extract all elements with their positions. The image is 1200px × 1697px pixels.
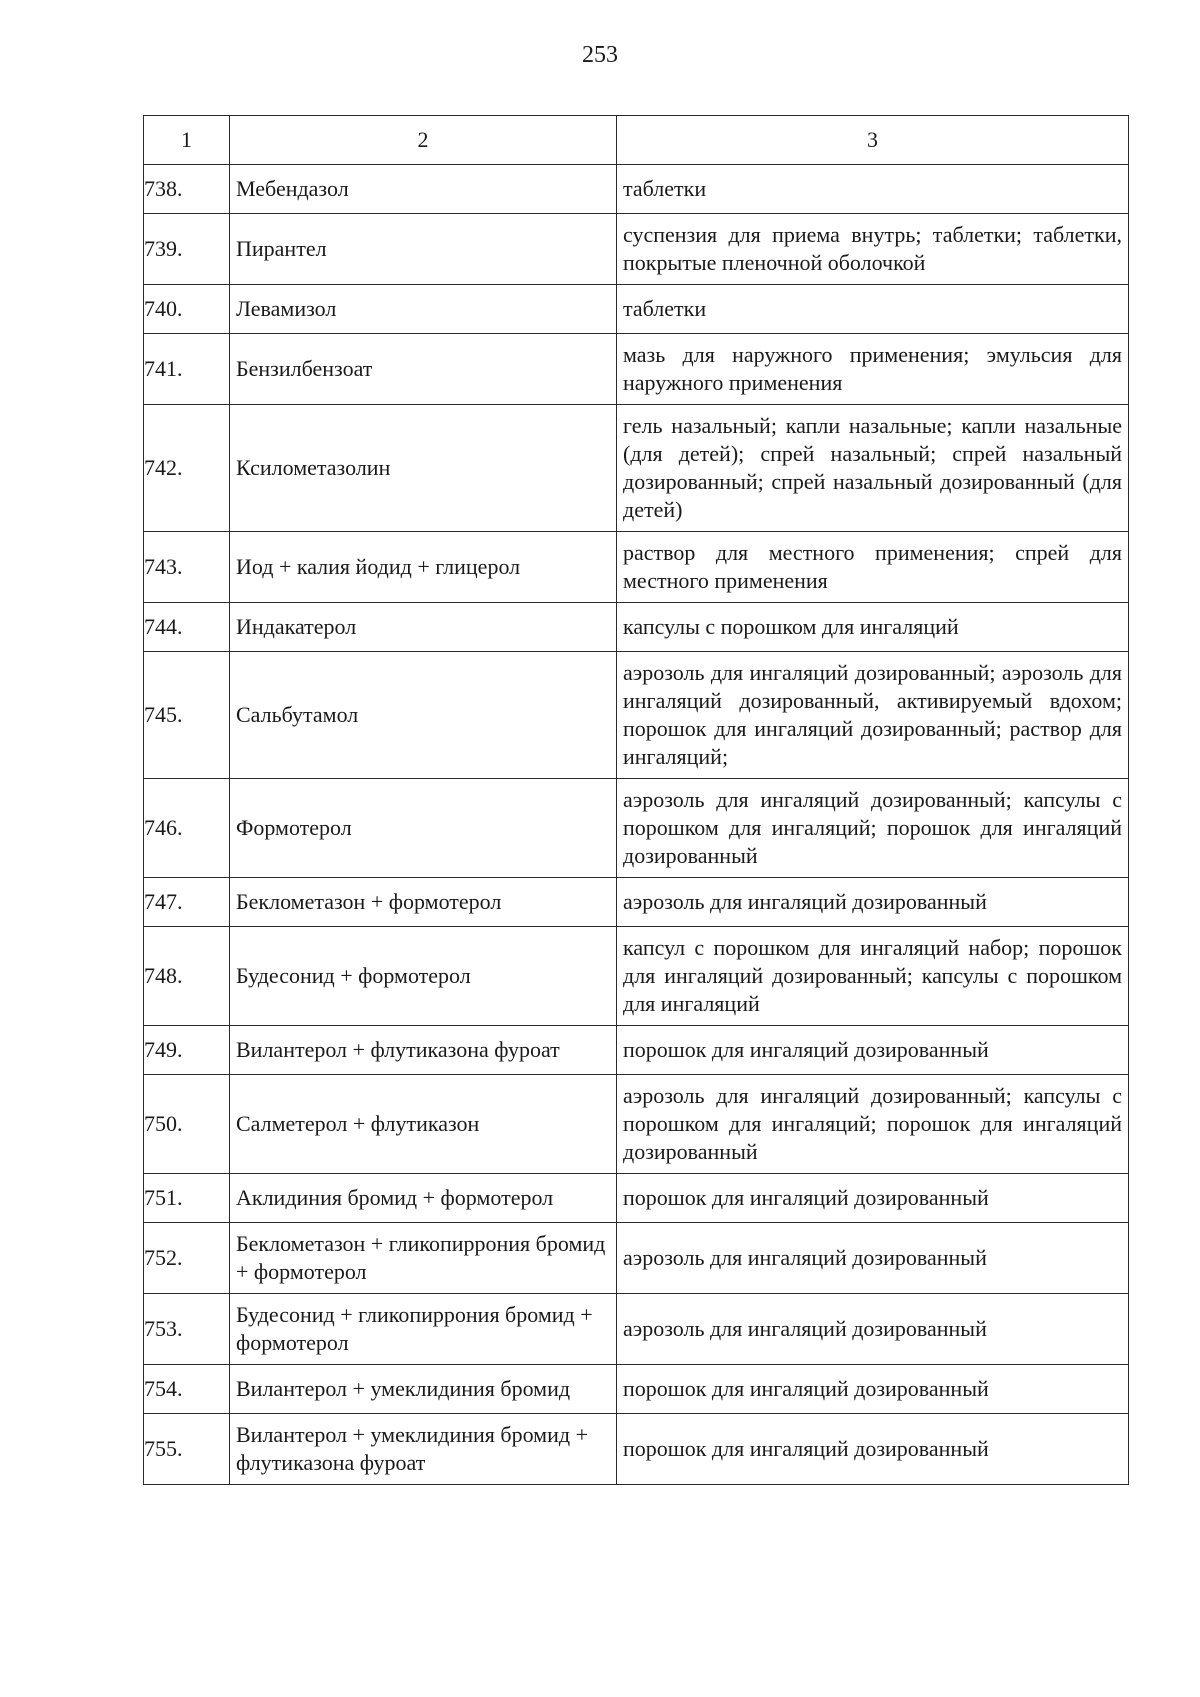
table-row xyxy=(144,779,1129,878)
dosage-form: аэрозоль для ингаляций дозированный; капсулы с порошком для ингаляций; порошок для ингаляций дозированный xyxy=(617,1075,1129,1174)
drug-name: Левамизол xyxy=(230,285,617,334)
table-body xyxy=(144,165,1129,1485)
header-col-1: 1 xyxy=(144,116,230,165)
drug-name: Вилантерол + флутиказона фуроат xyxy=(230,1026,617,1075)
row-number: 755. xyxy=(144,1414,230,1485)
dosage-form: таблетки xyxy=(617,165,1129,214)
row-number: 752. xyxy=(144,1223,230,1294)
drug-name: Мебендазол xyxy=(230,165,617,214)
dosage-form: таблетки xyxy=(617,285,1129,334)
drug-name: Будесонид + формотерол xyxy=(230,927,617,1026)
dosage-form: гель назальный; капли назальные; капли назальные (для детей); спрей назальный; спрей назальный дозированный; спрей назальный дозированный (для детей) xyxy=(617,405,1129,532)
row-number: 745. xyxy=(144,652,230,779)
table-row xyxy=(144,1026,1129,1075)
table-row xyxy=(144,532,1129,603)
row-number: 739. xyxy=(144,214,230,285)
row-number: 748. xyxy=(144,927,230,1026)
drug-name: Беклометазон + формотерол xyxy=(230,878,617,927)
drug-name: Будесонид + гликопиррония бромид + формотерол xyxy=(230,1294,617,1365)
table-row xyxy=(144,405,1129,532)
drug-name: Беклометазон + гликопиррония бромид + формотерол xyxy=(230,1223,617,1294)
row-number: 746. xyxy=(144,779,230,878)
dosage-form: раствор для местного применения; спрей для местного применения xyxy=(617,532,1129,603)
row-number: 744. xyxy=(144,603,230,652)
row-number: 742. xyxy=(144,405,230,532)
page-number: 253 xyxy=(582,42,618,68)
row-number: 747. xyxy=(144,878,230,927)
table-row xyxy=(144,214,1129,285)
table-row xyxy=(144,334,1129,405)
dosage-form: порошок для ингаляций дозированный xyxy=(617,1026,1129,1075)
row-number: 753. xyxy=(144,1294,230,1365)
dosage-form: порошок для ингаляций дозированный xyxy=(617,1174,1129,1223)
table-row xyxy=(144,1294,1129,1365)
table-row xyxy=(144,285,1129,334)
row-number: 749. xyxy=(144,1026,230,1075)
dosage-form: капсулы с порошком для ингаляций xyxy=(617,603,1129,652)
drug-name: Вилантерол + умеклидиния бромид + флутиказона фуроат xyxy=(230,1414,617,1485)
header-row xyxy=(144,116,1129,165)
drug-name: Вилантерол + умеклидиния бромид xyxy=(230,1365,617,1414)
table-row xyxy=(144,927,1129,1026)
drug-name: Сальбутамол xyxy=(230,652,617,779)
row-number: 751. xyxy=(144,1174,230,1223)
row-number: 738. xyxy=(144,165,230,214)
drug-name: Иод + калия йодид + глицерол xyxy=(230,532,617,603)
dosage-form: аэрозоль для ингаляций дозированный xyxy=(617,1294,1129,1365)
dosage-form: аэрозоль для ингаляций дозированный; капсулы с порошком для ингаляций; порошок для ингаляций дозированный xyxy=(617,779,1129,878)
header-col-3: 3 xyxy=(617,116,1129,165)
table-row xyxy=(144,1223,1129,1294)
dosage-form: суспензия для приема внутрь; таблетки; таблетки, покрытые пленочной оболочкой xyxy=(617,214,1129,285)
table-row xyxy=(144,165,1129,214)
table-header xyxy=(144,116,1129,165)
dosage-form: аэрозоль для ингаляций дозированный xyxy=(617,878,1129,927)
table-row xyxy=(144,1075,1129,1174)
table-row xyxy=(144,1414,1129,1485)
row-number: 741. xyxy=(144,334,230,405)
drug-name: Индакатерол xyxy=(230,603,617,652)
drug-name: Пирантел xyxy=(230,214,617,285)
dosage-form: аэрозоль для ингаляций дозированный xyxy=(617,1223,1129,1294)
drug-name: Салметерол + флутиказон xyxy=(230,1075,617,1174)
dosage-form: капсул с порошком для ингаляций набор; порошок для ингаляций дозированный; капсулы с порошком для ингаляций xyxy=(617,927,1129,1026)
table-row xyxy=(144,603,1129,652)
table-row xyxy=(144,652,1129,779)
dosage-form: мазь для наружного применения; эмульсия для наружного применения xyxy=(617,334,1129,405)
dosage-form: порошок для ингаляций дозированный xyxy=(617,1414,1129,1485)
drug-table xyxy=(143,115,1129,1485)
drug-name: Формотерол xyxy=(230,779,617,878)
row-number: 754. xyxy=(144,1365,230,1414)
row-number: 743. xyxy=(144,532,230,603)
header-col-2: 2 xyxy=(230,116,617,165)
dosage-form: аэрозоль для ингаляций дозированный; аэрозоль для ингаляций дозированный, активируемый вдохом; порошок для ингаляций дозированный; раствор для ингаляций; xyxy=(617,652,1129,779)
drug-name: Бензилбензоат xyxy=(230,334,617,405)
table-row xyxy=(144,1174,1129,1223)
drug-name: Аклидиния бромид + формотерол xyxy=(230,1174,617,1223)
row-number: 750. xyxy=(144,1075,230,1174)
drug-name: Ксилометазолин xyxy=(230,405,617,532)
table-row xyxy=(144,1365,1129,1414)
dosage-form: порошок для ингаляций дозированный xyxy=(617,1365,1129,1414)
row-number: 740. xyxy=(144,285,230,334)
table-row xyxy=(144,878,1129,927)
